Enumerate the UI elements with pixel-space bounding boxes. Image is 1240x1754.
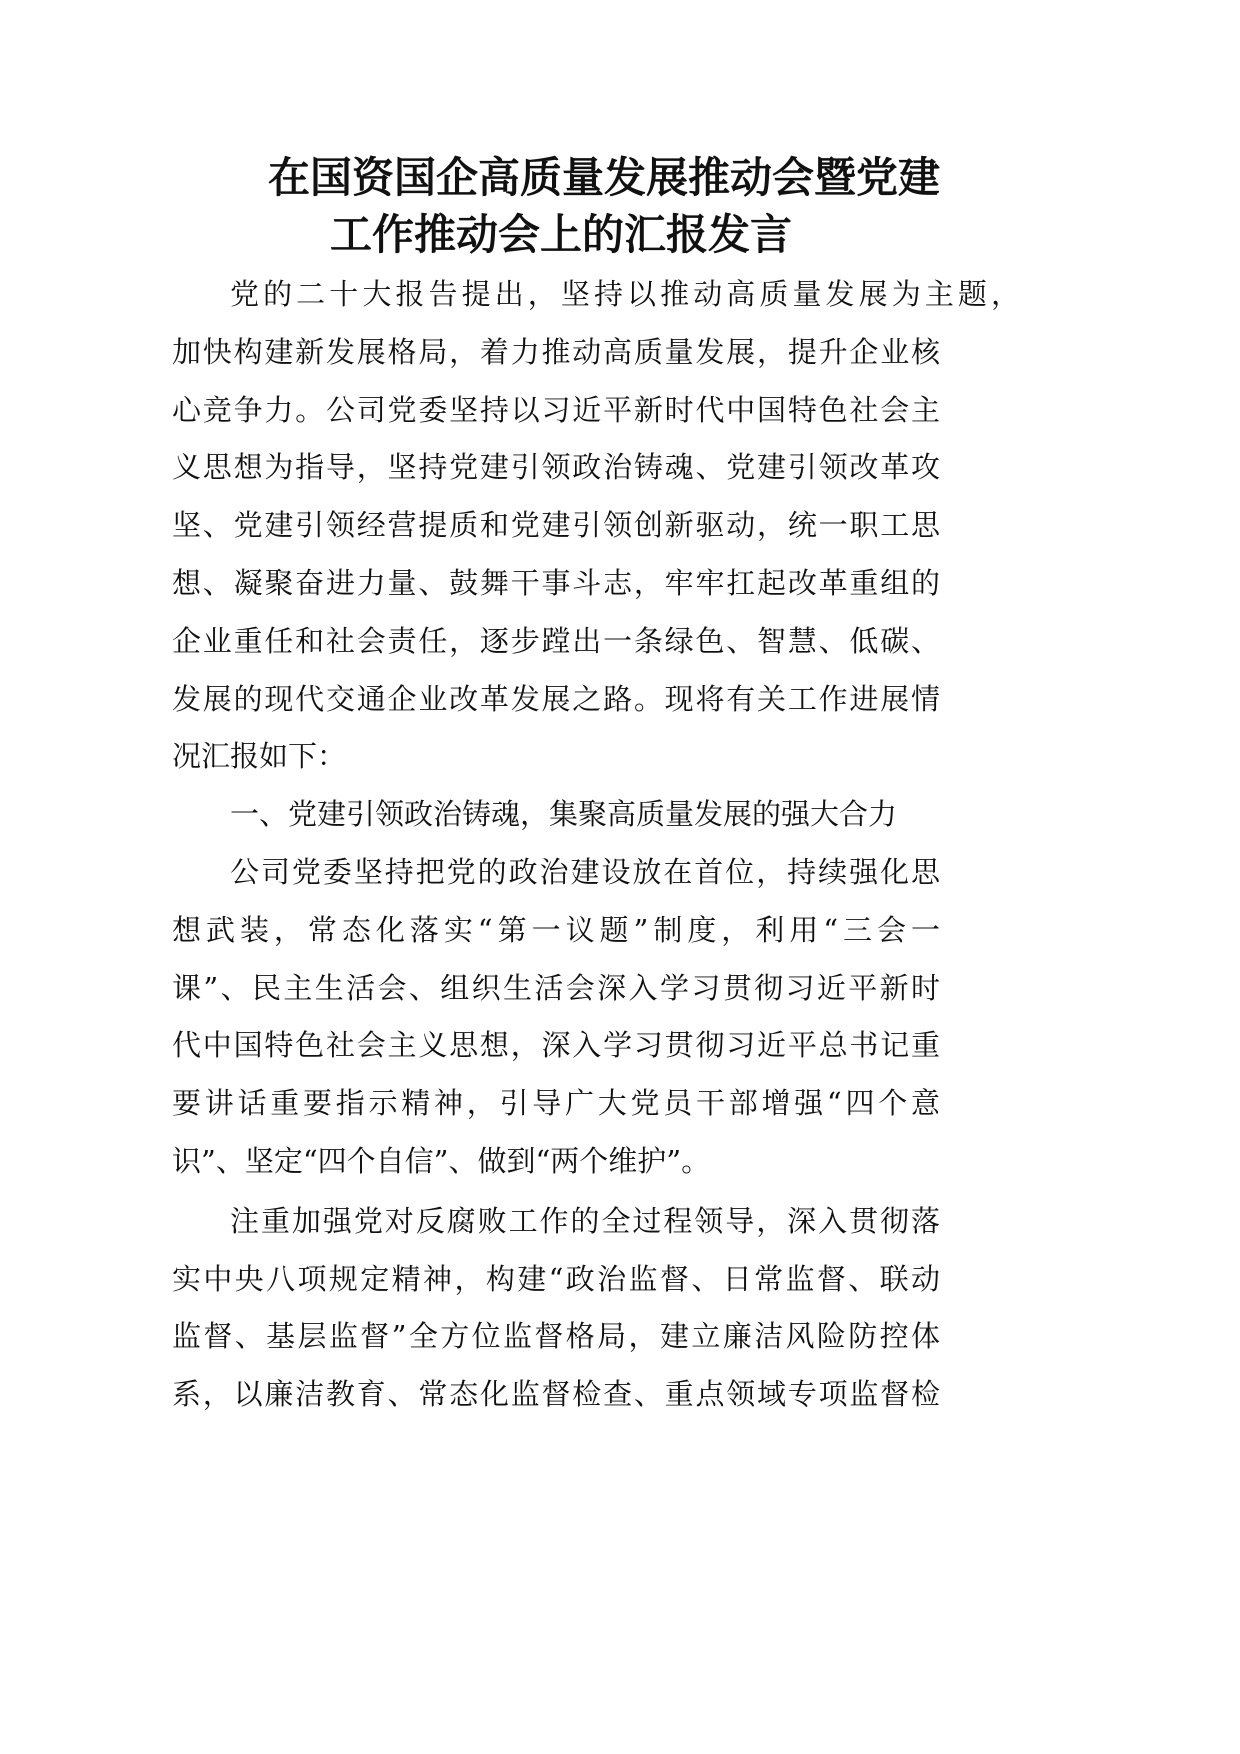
text-line: 况汇报如下：: [172, 739, 347, 774]
text-line: 注重加强党对反腐败工作的全过程领导，深入贯彻落: [230, 1203, 940, 1238]
text-line: 想、凝聚奋进力量、鼓舞干事斗志，牢牢扛起改革重组的: [172, 565, 940, 600]
text-line: 心竞争力。公司党委坚持以习近平新时代中国特色社会主: [172, 392, 940, 427]
document-title-line-2: 工作推动会上的汇报发言: [330, 210, 793, 259]
text-line: 代中国特色社会主义思想，深入学习贯彻习近平总书记重: [172, 1028, 940, 1063]
text-line: 公司党委坚持把党的政治建设放在首位，持续强化思: [230, 854, 940, 889]
text-line: 识”、坚定“四个自信”、做到“两个维护”。: [172, 1143, 711, 1178]
text-line: 实中央八项规定精神，构建“政治监督、日常监督、联动: [172, 1261, 940, 1296]
text-line: 发展的现代交通企业改革发展之路。现将有关工作进展情: [172, 681, 940, 716]
text-line: 监督、基层监督”全方位监督格局，建立廉洁风险防控体: [172, 1319, 940, 1354]
text-line: 加快构建新发展格局，着力推动高质量发展，提升企业核: [172, 334, 940, 369]
text-line: 党的二十大报告提出，坚持以推动高质量发展为主题，: [230, 277, 1020, 311]
document-title-line-1: 在国资国企高质量发展推动会暨党建: [268, 153, 941, 202]
text-line: 系，以廉洁教育、常态化监督检查、重点领域专项监督检: [172, 1377, 940, 1412]
text-line: 义思想为指导，坚持党建引领政治铸魂、党建引领改革攻: [172, 450, 940, 485]
text-line: 企业重任和社会责任，逐步蹚出一条绿色、智慧、低碳、: [172, 623, 940, 658]
text-line: 要讲话重要指示精神，引导广大党员干部增强“四个意: [172, 1086, 940, 1121]
text-line: 想武装，常态化落实“第一议题”制度，利用“三会一: [172, 912, 940, 947]
section-heading: 一、党建引领政治铸魂，集聚高质量发展的强大合力: [230, 797, 898, 832]
document-body: [172, 266, 1020, 1424]
text-line: 坚、党建引领经营提质和党建引领创新驱动，统一职工思: [172, 508, 940, 543]
text-line: 课”、民主生活会、组织生活会深入学习贯彻习近平新时: [172, 970, 940, 1005]
